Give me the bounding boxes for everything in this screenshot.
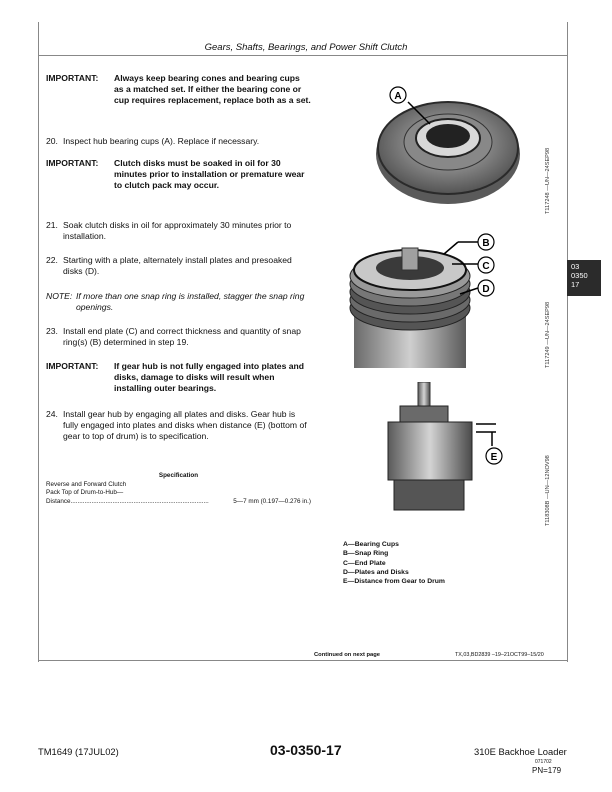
figure-gear-hub-bearing-cups: [370, 82, 540, 212]
important-label: IMPORTANT:: [46, 73, 99, 83]
step-number: 23.: [46, 326, 58, 336]
figure-clutch-pack-drum: [340, 228, 505, 370]
section-tab: [567, 260, 601, 296]
step-text: Inspect hub bearing cups (A). Replace if necessary.: [63, 136, 260, 146]
note-label: NOTE:: [46, 291, 73, 301]
footer-date-code: 071702: [535, 759, 552, 765]
legend-item: A—Bearing Cups: [343, 541, 399, 548]
figure-gear-hub-distance: [380, 382, 510, 522]
footer-page-number: PN=179: [532, 766, 562, 775]
step-text: Starting with a plate, alternately install plates and presoaked disks (D).: [63, 255, 292, 277]
legend-item: C—End Plate: [343, 559, 386, 567]
section-tab-line2: 0350: [571, 271, 588, 280]
step-text: Install end plate (C) and correct thickness and quantity of snap ring(s) (B) determined in step 19.: [63, 326, 301, 348]
callout-e-label: E: [490, 452, 498, 463]
step-20: [46, 136, 311, 147]
specification-label: Distance: [46, 497, 71, 505]
frame-right-border: [567, 22, 568, 662]
specification-value: 5—7 mm (0.197—0.276 in.): [233, 497, 311, 505]
important-text: Clutch disks must be soaked in oil for 30 minutes prior to installation or premature wear to clutch pack may occur.: [114, 158, 305, 191]
figure-2-code: T117249 —UN—24SEP98: [545, 301, 551, 368]
important-bearing-matched-set: [46, 73, 311, 107]
specification-block: [46, 470, 311, 506]
specification-line-1: Reverse and Forward Clutch: [46, 481, 127, 489]
important-label: IMPORTANT:: [46, 158, 99, 168]
callout-a-label: A: [394, 91, 402, 102]
lower-gear: [394, 480, 464, 510]
frame-bottom-rule: [38, 660, 568, 661]
legend-item: B—Snap Ring: [343, 550, 389, 558]
step-number: 22.: [46, 255, 58, 265]
callout-c-label: C: [482, 261, 490, 272]
footer-model: 310E Backhoe Loader: [474, 746, 567, 757]
figure-legend: [343, 540, 445, 586]
document-tx-code: TX,03,BD2839 –19–21OCT99–15/20: [455, 652, 544, 658]
clutch-drum: [388, 422, 472, 480]
important-label: IMPORTANT:: [46, 361, 99, 371]
footer-manual-id: TM1649 (17JUL02): [38, 746, 119, 757]
continued-note: Continued on next page: [314, 652, 381, 658]
section-tab-line1: 03: [571, 262, 580, 271]
step-22: [46, 255, 311, 277]
section-header-title: Gears, Shafts, Bearings, and Power Shift Clutch: [204, 42, 408, 53]
legend-item: E—Distance from Gear to Drum: [343, 578, 445, 586]
important-text: If gear hub is not fully engaged into plates and disks, damage to disks will result when installing outer bearings.: [114, 361, 305, 394]
gear-hub-top: [400, 406, 448, 422]
specification-line-3: [46, 498, 311, 506]
specification-line-2: Pack Top of Drum-to-Hub—: [46, 489, 124, 497]
drum-shaft: [402, 248, 418, 270]
step-text: Soak clutch disks in oil for approximately 30 minutes prior to installation.: [63, 220, 292, 242]
figure-3-code: T118308B —UN—12NOV98: [545, 455, 551, 526]
step-text: Install gear hub by engaging all plates and disks. Gear hub is fully engaged into plates and disks when distance (E) (bottom of gear to top of drum) is to specification.: [63, 409, 307, 442]
note-snap-ring: [46, 291, 311, 313]
step-24: [46, 409, 311, 443]
step-number: 20.: [46, 136, 58, 146]
important-text: Always keep bearing cones and bearing cups as a matched set. If either the bearing cone or cup requires replacement, replace both as a set.: [114, 73, 311, 106]
note-text: If more than one snap ring is installed, stagger the snap ring openings.: [76, 291, 305, 313]
step-number: 24.: [46, 409, 58, 419]
step-21: [46, 220, 311, 242]
leader-dots: ...............................................................................: [70, 497, 209, 505]
important-clutch-disks-soak: [46, 158, 311, 192]
specification-heading: Specification: [158, 472, 199, 479]
callout-d-label: D: [482, 284, 490, 295]
step-number: 21.: [46, 220, 58, 230]
section-tab-line3: 17: [571, 280, 580, 289]
hub-bore: [426, 124, 470, 148]
figure-1-code: T117248 —UN—24SEP98: [545, 147, 551, 214]
important-gear-hub-engaged: [46, 361, 311, 395]
frame-top-rule: [38, 55, 568, 56]
frame-left-border: [38, 22, 39, 662]
step-23: [46, 326, 311, 348]
legend-item: D—Plates and Disks: [343, 568, 409, 576]
footer-page-id: 03-0350-17: [270, 742, 342, 758]
callout-b-label: B: [482, 238, 490, 249]
